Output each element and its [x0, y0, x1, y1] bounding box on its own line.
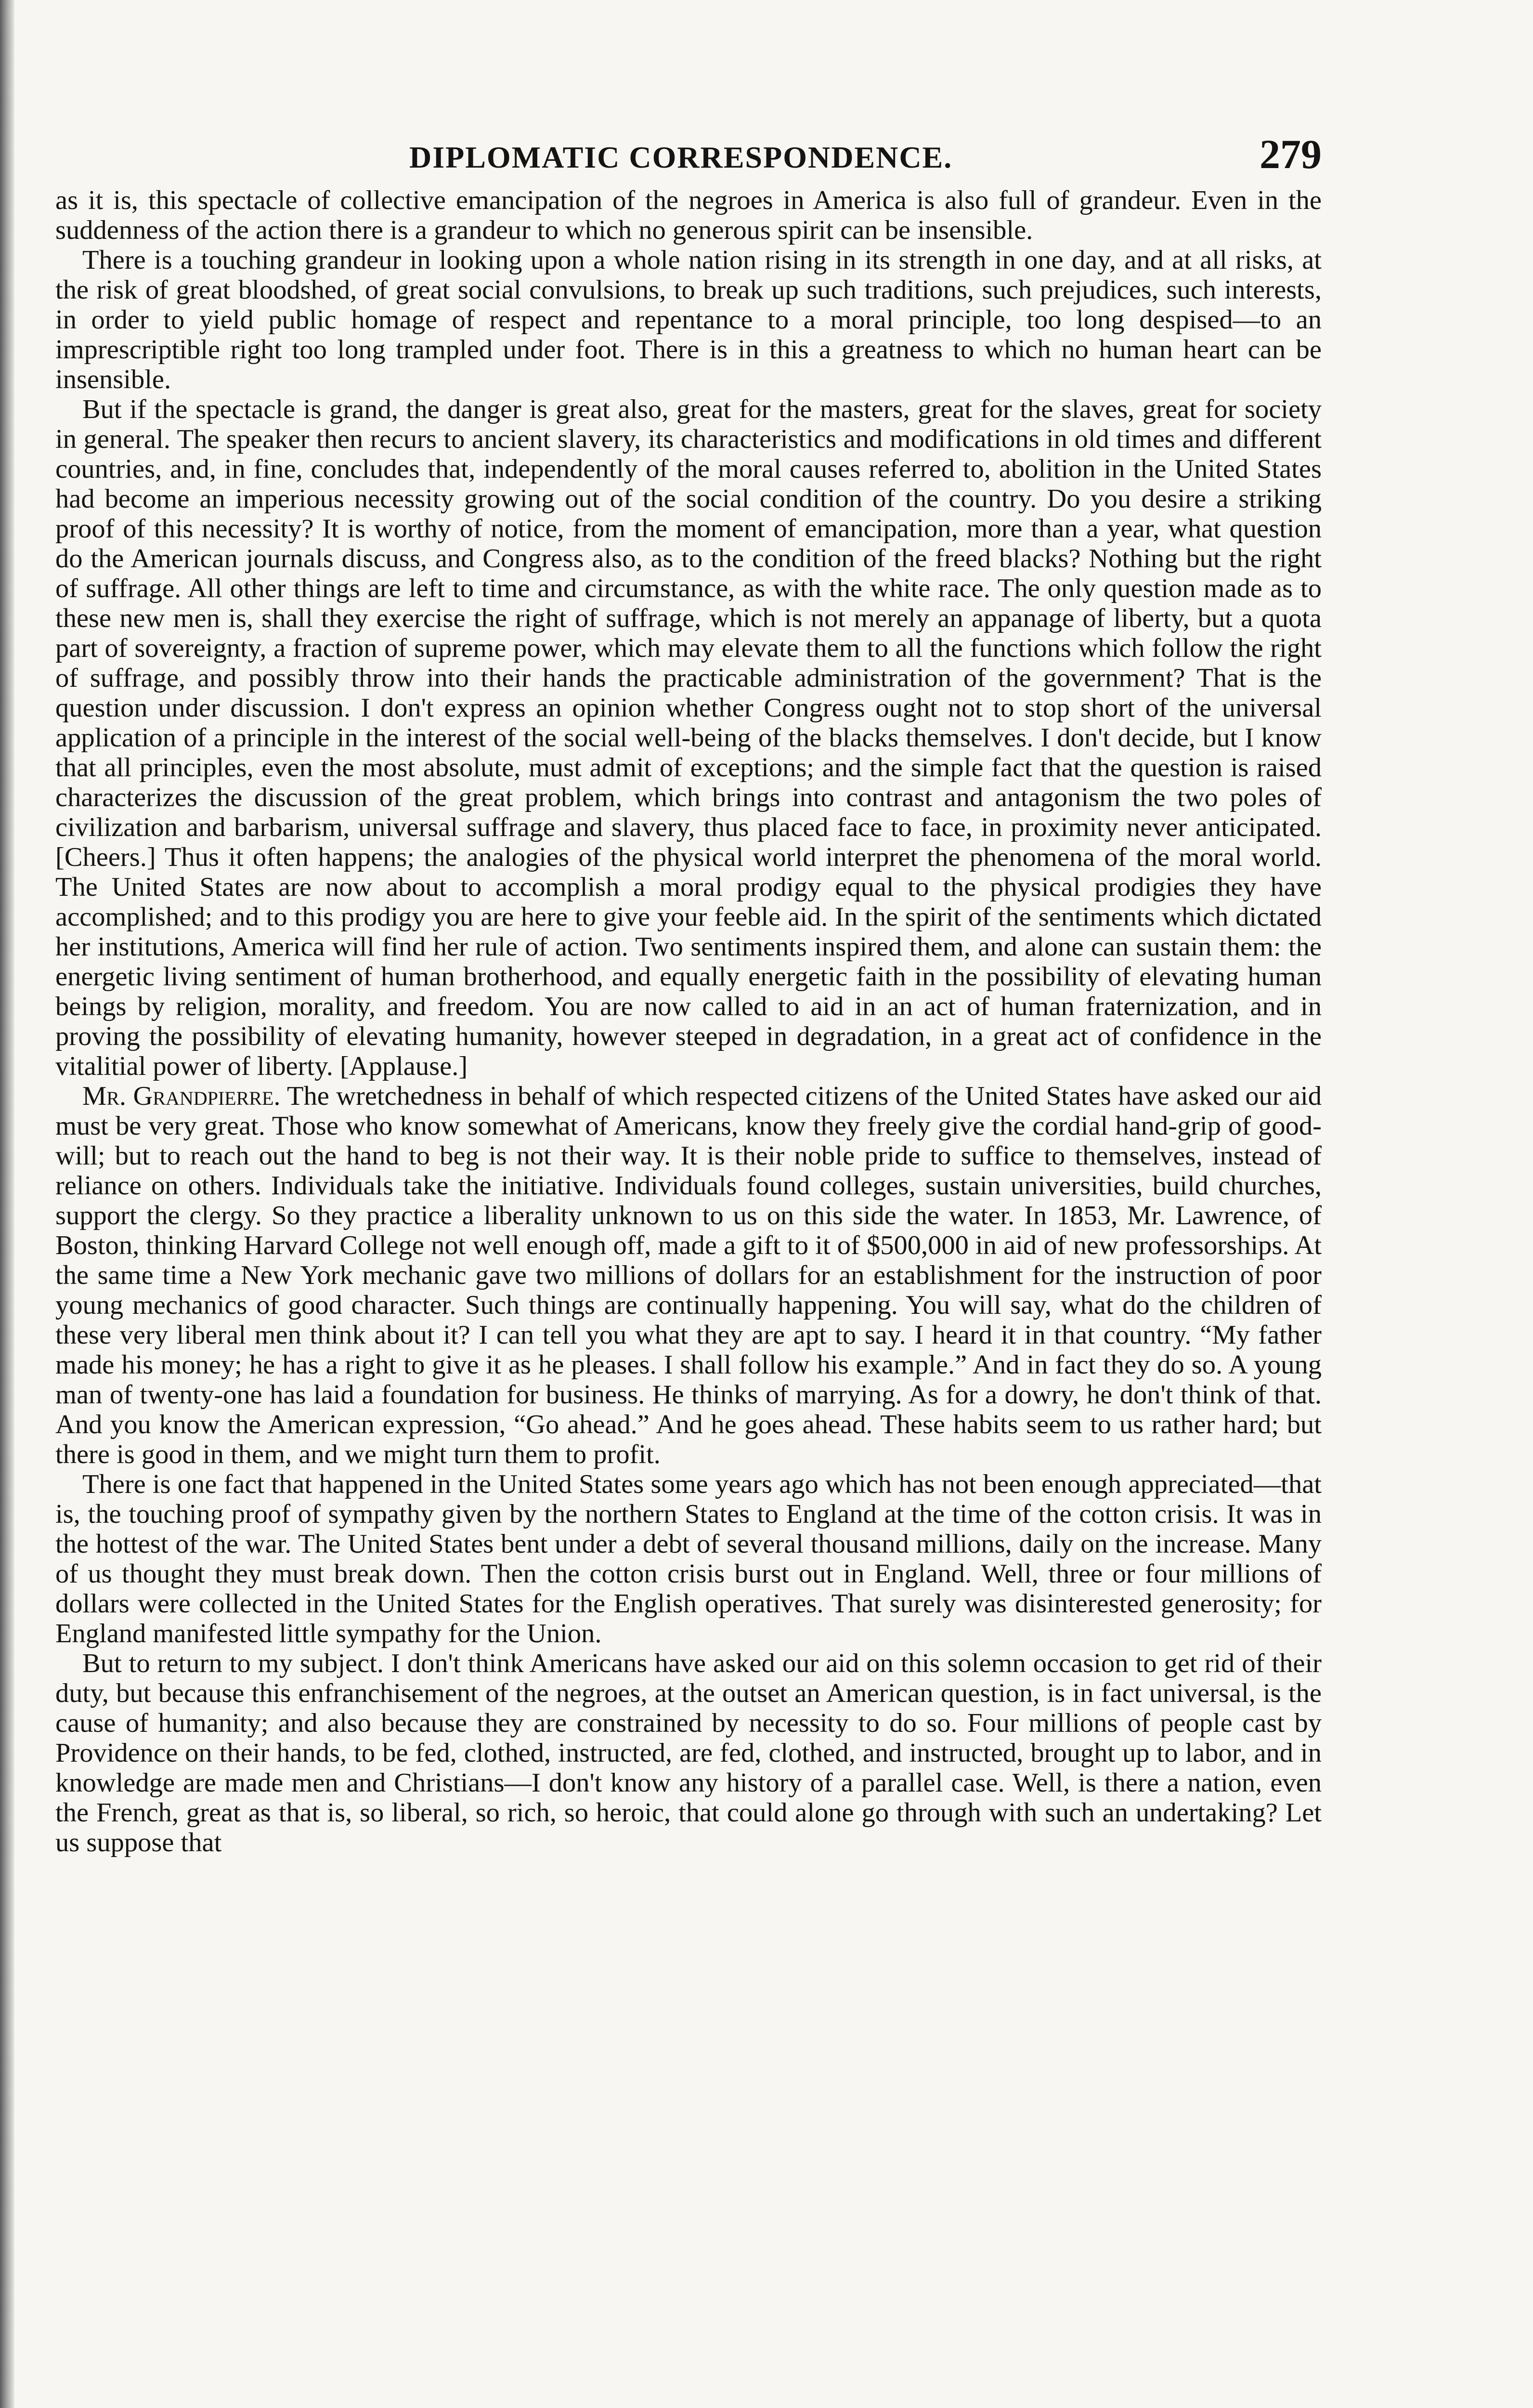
paragraph-text: There is one fact that happened in the United States some years ago which has not been enough appreciated—that is, the touching proof of sympathy given by the northern States to England at the time of the cotton crisis. It was in the hottest of the war. The United States bent under a debt of several thousand millions, daily on the increase. Many of us thought they must break down. Then the cotton crisis burst out in England. Well, three or four millions of dollars were collected in the United States for the English operatives. That surely was disinterested generosity; for England manifested little sympathy for the Union. [55, 1469, 1322, 1649]
page-header [55, 130, 1322, 185]
paragraph-text: as it is, this spectacle of collective emancipation of the negroes in America is also full of grandeur. Even in the suddenness of the action there is a grandeur to which no generous spirit can be insensible. [55, 185, 1322, 245]
paragraph [55, 394, 1322, 1081]
body-text [55, 185, 1322, 1858]
paragraph-text: The wretchedness in behalf of which respected citizens of the United States have asked our aid must be very great. Those who know somewhat of Americans, know they freely give the cordial hand-grip of good-will; but to reach out the hand to beg is not their way. It is their noble pride to suffice to themselves, instead of reliance on others. Individuals take the initiative. Individuals found colleges, sustain universities, build churches, support the clergy. So they practice a liberality unknown to us on this side the water. In 1853, Mr. Lawrence, of Boston, thinking Harvard College not well enough off, made a gift to it of $500,000 in aid of new professorships. At the same time a New York mechanic gave two millions of dollars for an establishment for the instruction of poor young mechanics of good character. Such things are continually happening. You will say, what do the children of these very liberal men think about it? I can tell you what they are apt to say. I heard it in that country. “My father made his money; he has a right to give it as he pleases. I shall follow his example.” And in fact they do so. A young man of twenty-one has laid a foundation for business. He thinks of marrying. As for a dowry, he don't think of that. And you know the American expression, “Go ahead.” And he goes ahead. These habits seem to us rather hard; but there is good in them, and we might turn them to profit. [55, 1081, 1322, 1469]
running-head: DIPLOMATIC CORRESPONDENCE. [409, 140, 953, 174]
paragraph-speaker-grandpierre [55, 1081, 1322, 1469]
page-number: 279 [1260, 131, 1322, 177]
document-page [55, 130, 1322, 1858]
paragraph [55, 245, 1322, 394]
paragraph-text: But to return to my subject. I don't think Americans have asked our aid on this solemn occasion to get rid of their duty, but because this enfranchisement of the negroes, at the outset an American question, is in fact universal, is the cause of humanity; and also because they are constrained by necessity to do so. Four millions of people cast by Providence on their hands, to be fed, clothed, instructed, are fed, clothed, and instructed, brought up to labor, and in knowledge are made men and Christians—I don't know any history of a parallel case. Well, is there a nation, even the French, great as that is, so liberal, so rich, so heroic, that could alone go through with such an undertaking? Let us suppose that [55, 1649, 1322, 1858]
paragraph-continuation [55, 185, 1322, 245]
paragraph [55, 1649, 1322, 1858]
speaker-name: Mr. Grandpierre. [82, 1081, 281, 1111]
paragraph-text: There is a touching grandeur in looking upon a whole nation rising in its strength in one day, and at all risks, at the risk of great bloodshed, of great social convulsions, to break up such traditions, such prejudices, such interests, in order to yield public homage of respect and repentance to a moral principle, too long despised—to an imprescriptible right too long trampled under foot. There is in this a greatness to which no human heart can be insensible. [55, 245, 1322, 394]
paragraph-text: But if the spectacle is grand, the danger is great also, great for the masters, great for the slaves, great for society in general. The speaker then recurs to ancient slavery, its characteristics and modifications in old times and different countries, and, in fine, concludes that, independently of the moral causes referred to, abolition in the United States had become an imperious necessity growing out of the social condition of the country. Do you desire a striking proof of this necessity? It is worthy of notice, from the moment of emancipation, more than a year, what question do the American journals discuss, and Congress also, as to the condition of the freed blacks? Nothing but the right of suffrage. All other things are left to time and circumstance, as with the white race. The only question made as to these new men is, shall they exercise the right of suffrage, which is not merely an appanage of liberty, but a quota part of sovereignty, a fraction of supreme power, which may elevate them to all the functions which follow the right of suffrage, and possibly throw into their hands the practicable administration of the government? That is the question under discussion. I don't express an opinion whether Congress ought not to stop short of the universal application of a principle in the interest of the social well-being of the blacks themselves. I don't decide, but I know that all principles, even the most absolute, must admit of exceptions; and the simple fact that the question is raised characterizes the discussion of the great problem, which brings into contrast and antagonism the two poles of civilization and barbarism, universal suffrage and slavery, thus placed face to face, in proximity never anticipated. [Cheers.] Thus it often happens; the analogies of the physical world interpret the phenomena of the moral world. The United States are now about to accomplish a moral prodigy equal to the physical prodigies they have accomplished; and to this prodigy you are here to give your feeble aid. In the spirit of the sentiments which dictated her institutions, America will find her rule of action. Two sentiments inspired them, and alone can sustain them: the energetic living sentiment of human brotherhood, and equally energetic faith in the possibility of elevating human beings by religion, morality, and freedom. You are now called to aid in an act of human fraternization, and in proving the possibility of elevating humanity, however steeped in degradation, in a great act of confidence in the vitalitial power of liberty. [Applause.] [55, 394, 1322, 1081]
scanned-page-edge [0, 0, 14, 2408]
paragraph [55, 1469, 1322, 1649]
